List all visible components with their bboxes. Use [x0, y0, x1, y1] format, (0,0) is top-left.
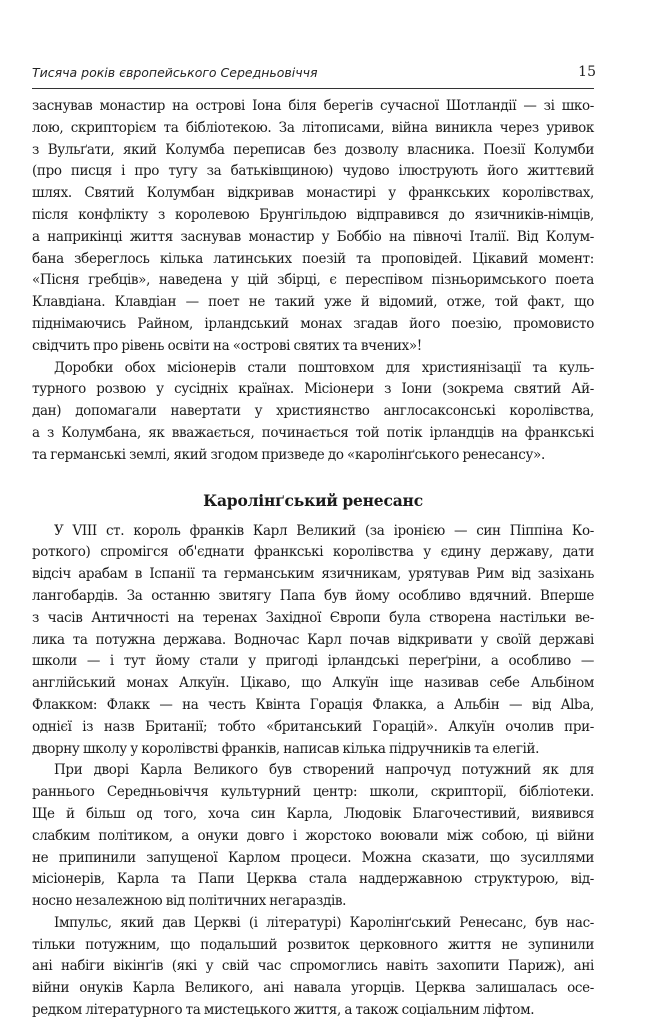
text-line: дан) допомагали навертати у християнство англосаксонські королівства,	[32, 403, 594, 420]
text-line: лою, скрипторієм та бібліотекою. За літописами, війна виникла через уривок	[32, 119, 594, 136]
text-line: з Вульґати, який Колумба переписав без дозволу власника. Поезії Колумби	[32, 141, 594, 158]
body-text	[32, 96, 594, 1022]
text-line: заснував монастир на острові Іона біля берегів сучасної Шотландії — зі шко-	[32, 98, 594, 114]
text-line: та германські землі, який згодом призведе до «каролінґського ренесансу».	[32, 446, 545, 463]
text-line: війни онуків Карла Великого, ані навала угорців. Церква залишалась осе-	[32, 980, 594, 997]
text-line: раннього Середньовіччя культурний центр: школи, скрипторії, бібліотеки.	[32, 784, 594, 801]
text-line: місіонерів, Карла та Папи Церква стала наддержавною структурою, від-	[32, 871, 594, 888]
text-line: відсіч арабам в Іспанії та германським язичникам, урятував Рим від зазіхань	[32, 566, 594, 583]
text-line: англійський монах Алкуїн. Цікаво, що Алкуїн іще називав себе Альбіном	[32, 675, 594, 692]
text-line: не припинили запущеної Карлом процеси. Можна сказати, що зусиллями	[32, 849, 594, 866]
text-line: носно незалежною від політичних негараздів.	[32, 893, 347, 910]
text-line: Клавдіана. Клавдіан — поет не такий уже й відомий, отже, той факт, що	[32, 294, 594, 311]
paragraph	[32, 760, 594, 913]
text-line: після конфлікту з королевою Брунгільдою відправився до язичників-німців,	[32, 206, 594, 223]
header-divider	[32, 88, 594, 89]
text-line: школи — і тут йому стали у пригоді ірландські переґріни, а особливо —	[32, 653, 594, 670]
text-line: а з Колумбана, як вважається, починається той потік ірландців на франкські	[32, 424, 594, 441]
text-line: Ще й більш од того, хоча син Карла, Людовік Благочестивий, виявився	[32, 805, 594, 822]
text-line: однієї із назв Британії; тобто «британський Горацій». Алкуїн очолив при-	[32, 718, 594, 735]
text-line: турного розвою у сусідніх країнах. Місіонери з Іони (зокрема святий Ай-	[32, 381, 594, 398]
text-line: бана збереглось кілька латинських поезій та проповідей. Цікавий момент:	[32, 250, 594, 267]
text-line: редком літературного та мистецького життя, а також соціальним ліфтом.	[32, 1002, 535, 1019]
text-line: лангобардів. За останню звитягу Папа був йому особливо вдячний. Вперше	[32, 587, 594, 604]
text-line: Імпульс, який дав Церкві (і літературі) Каролінґський Ренесанс, був нас-	[54, 914, 594, 931]
paragraph	[32, 96, 594, 358]
text-line: шлях. Святий Колумбан відкривав монастирі у франкських королівствах,	[32, 185, 594, 202]
page-number: 15	[578, 64, 596, 80]
text-line: Флакком: Флакк — на честь Квінта Горація Флакка, а Альбін — від Alba,	[32, 696, 594, 713]
text-line: (про писця і про тугу за батьківщиною) чудово ілюструють його життєвий	[32, 163, 594, 180]
paragraph	[32, 521, 594, 761]
text-line: дворну школу у королівстві франків, написав кілька підручників та елегій.	[32, 740, 540, 757]
text-line: лика та потужна держава. Водночас Карл почав відкривати у своїй державі	[32, 631, 594, 648]
text-line: ані набіги вікінґів (які у свій час спромоглись навіть захопити Париж), ані	[32, 958, 594, 975]
text-line: тільки потужним, що подальший розвиток церковного життя не зупинили	[32, 936, 594, 953]
paragraph	[32, 358, 594, 467]
text-line: свідчить про рівень освіти на «острові святих та вчених»!	[32, 337, 422, 354]
running-header-title: Тисяча років європейського Середньовіччя	[32, 65, 318, 80]
paragraph	[32, 913, 594, 1022]
text-line: У VIII ст. король франків Карл Великий (за іронією — син Піппіна Ко-	[54, 522, 594, 539]
section-heading: Каролінґський ренесанс	[203, 490, 423, 510]
text-line: піднімаючись Райном, ірландський монах згадав його поезію, промовисто	[32, 315, 594, 332]
text-line: «Пісня гребців», наведена у цій збірці, є переспівом пізньоримського поета	[32, 272, 594, 289]
text-line: слабким політиком, а онуки довго і жорстоко воювали між собою, ці війни	[32, 827, 594, 844]
text-line: Доробки обох місіонерів стали поштовхом для християнізації та куль-	[54, 359, 594, 376]
text-line: роткого) спромігся об'єднати франкські королівства у єдину державу, дати	[32, 544, 594, 561]
text-line: з часів Античності на теренах Західної Європи була створена настільки ве-	[32, 609, 594, 626]
text-line: При дворі Карла Великого був створений напрочуд потужний як для	[54, 762, 594, 779]
text-line: а наприкінці життя заснував монастир у Боббіо на півночі Італії. Від Колум-	[32, 228, 594, 245]
running-header	[32, 62, 596, 84]
